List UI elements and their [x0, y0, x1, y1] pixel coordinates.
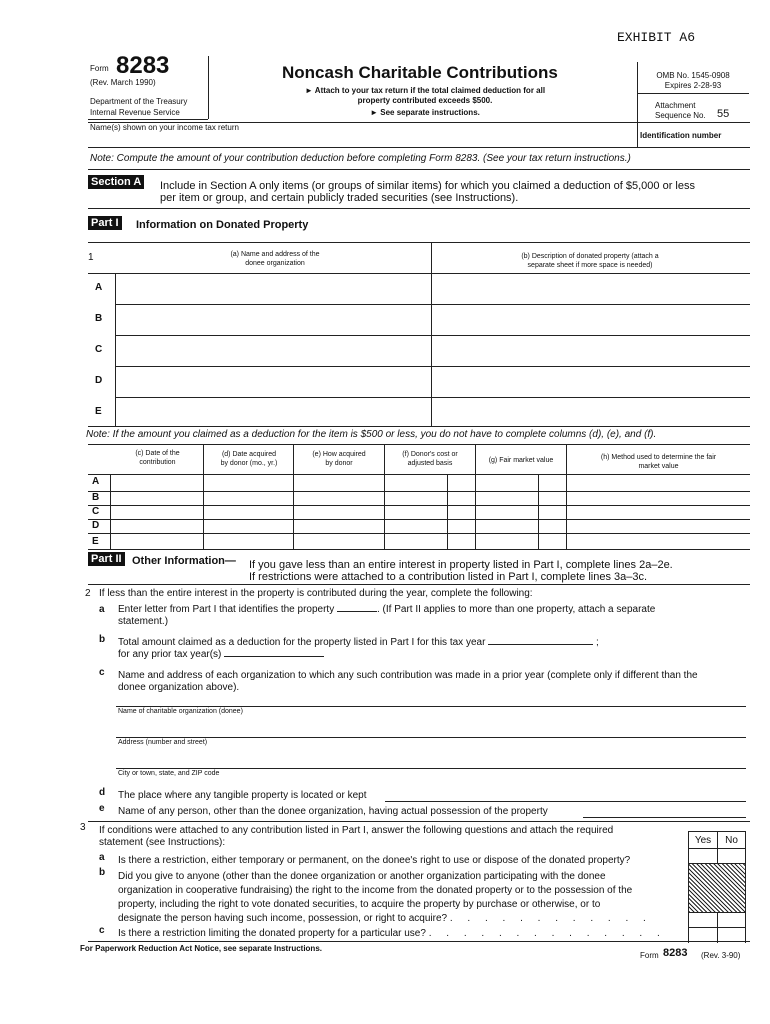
line-2c-text2: donee organization above).: [118, 682, 240, 693]
form-number: 8283: [116, 52, 170, 79]
part1-label: Part I: [88, 216, 122, 230]
col-a-header1: (a) Name and address of the: [230, 251, 320, 258]
section-a-label: Section A: [88, 175, 144, 189]
attach-line2: property contributed exceeds $500.: [357, 96, 493, 105]
line-2a-text: [118, 604, 655, 615]
attachment-label: Attachment: [655, 101, 696, 110]
department-line2: Internal Revenue Service: [90, 108, 180, 117]
row2-label-a: A: [92, 476, 100, 487]
col-e-header1: (e) How acquired: [312, 451, 366, 458]
footer-notice: For Paperwork Reduction Act Notice, see separate Instructions.: [80, 944, 322, 953]
line-2b-text2: [118, 649, 324, 660]
form-title: Noncash Charitable Contributions: [282, 63, 558, 82]
line-2a-text2: statement.): [118, 616, 169, 627]
part2-text2: If restrictions were attached to a contribution listed in Part I, complete lines 3a–3c.: [249, 571, 648, 583]
checkbox-3c-no[interactable]: [718, 928, 745, 942]
checkbox-3a-no[interactable]: [718, 849, 745, 863]
line-2b-text: Total amount claimed as a deduction for the property listed in Part I for this tax year ;: [118, 637, 599, 648]
line-2e-letter: e: [99, 803, 105, 814]
no-header: No: [725, 835, 738, 846]
row2-label-d: D: [92, 520, 100, 531]
line-2c-text1: Name and address of each organization to which any such contribution was made in a prior year (complete only if different than the: [118, 670, 698, 681]
line-3a-letter: a: [99, 852, 105, 863]
footer-form-number: 8283: [663, 947, 688, 959]
line-2a-label: Enter letter from Part I that identifies the property: [118, 604, 335, 615]
col-h-header2: market value: [638, 463, 679, 470]
line-2c-letter: c: [99, 667, 105, 678]
col-g-header: (g) Fair market value: [488, 457, 554, 464]
col-h-header1: (h) Method used to determine the fair: [600, 454, 717, 461]
row-label-b: B: [95, 313, 103, 324]
city-label: City or town, state, and ZIP code: [118, 770, 220, 777]
line-3b-text3: property, including the right to vote donated securities, to acquire the property by purchase or otherwise, or to: [118, 899, 601, 910]
line-2b-label: Total amount claimed as a deduction for the property listed in Part I for this tax year: [118, 637, 486, 648]
section-a-text2: per item or group, and certain publicly traded securities (see Instructions).: [160, 192, 519, 204]
line-3c-label: Is there a restriction limiting the donated property for a particular use?: [118, 928, 426, 939]
line-2d-text: The place where any tangible property is located or kept: [118, 790, 367, 801]
expiration: Expires 2-28-93: [664, 81, 722, 90]
line-3-text1: If conditions were attached to any contribution listed in Part I, answer the following questions and attach the required: [99, 825, 614, 836]
row-label-a: A: [95, 282, 103, 293]
part2-title: Other Information—: [132, 555, 236, 567]
address-input[interactable]: [116, 737, 746, 738]
org-name-input[interactable]: [116, 706, 746, 707]
line-3b-text2: organization in cooperative fundraising) the right to the income from the donated property or to the possession of the: [118, 885, 633, 896]
line-2b-label2: for any prior tax year(s): [118, 649, 222, 660]
checkbox-3a-yes[interactable]: [689, 849, 717, 863]
attach-line1: ► Attach to your tax return if the total claimed deduction for all: [304, 86, 546, 95]
col-c-header1: (c) Date of the: [135, 450, 180, 457]
line-3-text2: statement (see Instructions):: [99, 837, 226, 848]
col-b-header1: (b) Description of donated property (attach a: [521, 253, 659, 260]
note-top: Note: Compute the amount of your contribution deduction before completing Form 8283. (See your tax return instructions.): [90, 153, 631, 164]
address-label: Address (number and street): [118, 739, 208, 746]
shaded-area: [689, 864, 745, 912]
line-2-text: If less than the entire interest in the property is contributed during the year, complete the following:: [99, 588, 533, 599]
col-d-header1: (d) Date acquired: [221, 451, 277, 458]
line-2d-letter: d: [99, 787, 106, 798]
see-instructions: ► See separate instructions.: [370, 108, 480, 117]
line-3c-letter: c: [99, 925, 105, 936]
line-3a-text: Is there a restriction, either temporary or permanent, on the donee's right to use or dispose of the donated property?: [118, 855, 631, 866]
sequence-number: 55: [717, 108, 730, 120]
exhibit-label: EXHIBIT A6: [617, 30, 696, 45]
line-2a-letter: a: [99, 604, 105, 615]
row2-label-c: C: [92, 506, 100, 517]
line-3b-text4: designate the person having such income, possession, or right to acquire? . . . . . . . . . . . .: [118, 913, 652, 924]
city-input[interactable]: [116, 768, 746, 769]
part2-text1: If you gave less than an entire interest in property listed in Part I, complete lines 2a–2e.: [249, 559, 673, 571]
col-a-header2: donee organization: [245, 260, 305, 267]
line-2-number: 2: [85, 588, 91, 599]
yes-header: Yes: [694, 835, 712, 846]
line-3b-letter: b: [99, 867, 106, 878]
row2-label-e: E: [92, 536, 99, 547]
col-f-header1: (f) Donor's cost or: [402, 451, 458, 458]
line-2d-input[interactable]: [385, 801, 746, 802]
sequence-label: Sequence No.: [655, 111, 706, 120]
col-b-header2: separate sheet if more space is needed): [527, 262, 653, 269]
line-3c-text: Is there a restriction limiting the donated property for a particular use? . . . . . . . . . . . . . .: [118, 928, 666, 939]
line-2b-input[interactable]: [488, 644, 593, 645]
omb-number: OMB No. 1545-0908: [656, 71, 730, 80]
row-label-d: D: [95, 375, 103, 386]
col-e-header2: by donor: [325, 460, 353, 467]
col-d-header2: by donor (mo., yr.): [220, 460, 278, 467]
line-1: 1: [88, 252, 94, 263]
checkbox-3c-yes[interactable]: [689, 928, 717, 942]
section-a-text1: Include in Section A only items (or groups of similar items) for which you claimed a deduction of $5,000 or less: [160, 180, 695, 192]
line-2e-input[interactable]: [583, 817, 746, 818]
org-name-label: Name of charitable organization (donee): [118, 708, 243, 715]
line-2b-prior-input[interactable]: [224, 656, 324, 657]
line-2a-label2: . (If Part II applies to more than one property, attach a separate: [377, 604, 656, 615]
row-label-c: C: [95, 344, 103, 355]
part1-title: Information on Donated Property: [136, 219, 309, 231]
part2-label: Part II: [88, 552, 125, 566]
line-3b-text1: Did you give to anyone (other than the donee organization or another organization participating with the donee: [118, 871, 606, 882]
department-line1: Department of the Treasury: [90, 97, 188, 106]
names-label: Name(s) shown on your income tax return: [90, 123, 239, 132]
row-label-e: E: [95, 406, 102, 417]
row2-label-b: B: [92, 492, 100, 503]
footer-revision: (Rev. 3-90): [701, 951, 741, 960]
line-3b-label4: designate the person having such income, possession, or right to acquire?: [118, 913, 448, 924]
line-2a-input[interactable]: [337, 611, 377, 612]
line-2b-letter: b: [99, 634, 106, 645]
form-label: Form: [90, 64, 109, 73]
identification-label: Identification number: [640, 131, 722, 140]
note-part1: Note: If the amount you claimed as a deduction for the item is $500 or less, you do not have to complete columns (d), (e), and (f).: [86, 429, 657, 440]
col-f-header2: adjusted basis: [407, 460, 453, 467]
col-c-header2: contribution: [139, 459, 176, 466]
line-3-number: 3: [80, 822, 86, 833]
line-2e-text: Name of any person, other than the donee organization, having actual possession of the property: [118, 806, 548, 817]
revision-date: (Rev. March 1990): [90, 78, 156, 87]
footer-form-label: Form: [640, 951, 659, 960]
